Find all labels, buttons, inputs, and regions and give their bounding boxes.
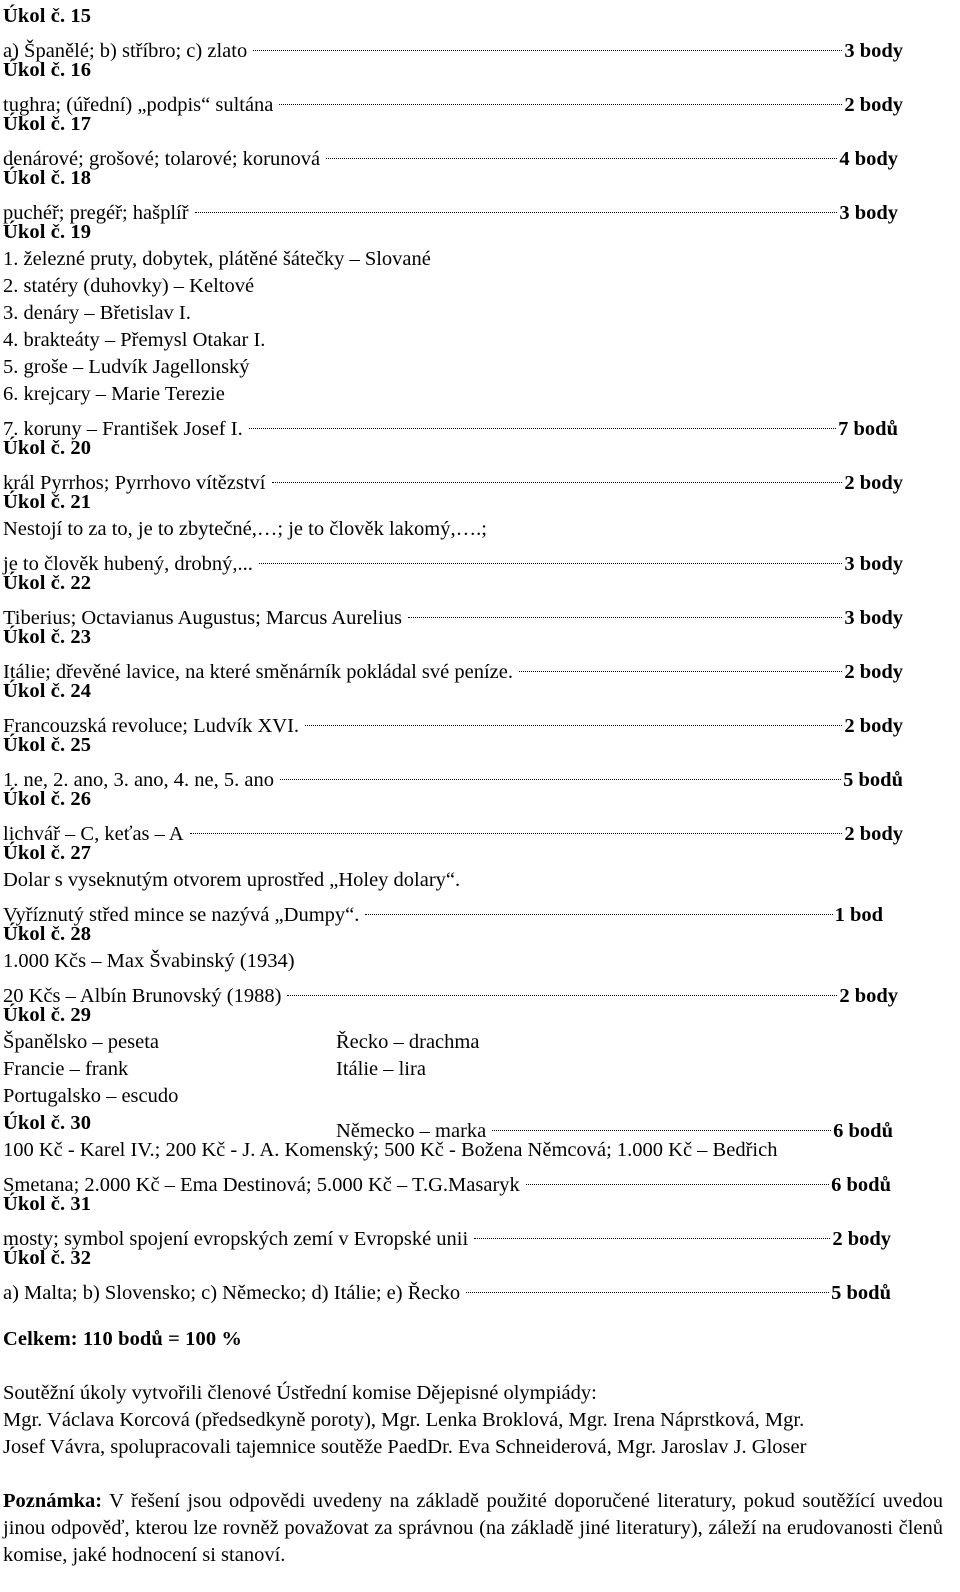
task-answer-28-line-2: 20 Kčs – Albín Brunovský (1988) 2 body	[3, 975, 898, 1002]
task-answer-29-row-2	[3, 1056, 903, 1083]
points: 7 bodů	[838, 418, 898, 440]
task-answer-25: 1. ne, 2. ano, 3. ano, 4. ne, 5. ano 5 bodů	[3, 759, 903, 786]
leader-dots	[326, 138, 837, 165]
task-answer-19-line-7: 7. koruny – František Josef I. 7 bodů	[3, 408, 898, 435]
task-heading-32: Úkol č. 32	[3, 1247, 92, 1269]
points: 2 body	[844, 94, 903, 116]
leader-dots	[190, 813, 843, 840]
task-answer-19-line-3: 3. denáry – Břetislav I.	[3, 302, 191, 324]
task-answer-21-line-1: Nestojí to za to, je to zbytečné,…; je to člověk lakomý,….;	[3, 518, 487, 540]
country-currency-left: Francie – frank	[3, 1058, 129, 1080]
leader-dots	[466, 1272, 829, 1299]
points: 2 body	[844, 715, 903, 737]
leader-dots	[249, 408, 836, 435]
task-answer-24: Francouzská revoluce; Ludvík XVI. 2 body	[3, 705, 903, 732]
task-answer-16: tughra; (úřední) „podpis“ sultána 2 body	[3, 84, 903, 111]
points: 2 body	[832, 1228, 891, 1250]
points: 2 body	[844, 661, 903, 683]
leader-dots	[526, 1164, 829, 1191]
points: 3 body	[839, 202, 898, 224]
task-heading-22: Úkol č. 22	[3, 572, 92, 594]
note-text: V řešení jsou odpovědi uvedeny na základě použité doporučené literatury, pokud soutěžící uvedou jinou odpověď, kterou lze rovněž považovat za správnou (na základě jiné literatury), záleží na erudovanosti členů komise, jaké hodnocení si stanoví.	[3, 1490, 943, 1566]
points: 2 body	[844, 472, 903, 494]
leader-dots	[259, 543, 842, 570]
leader-dots	[408, 597, 842, 624]
task-heading-23: Úkol č. 23	[3, 626, 92, 648]
country-currency-right: Řecko – drachma	[336, 1031, 480, 1053]
leader-dots	[519, 651, 842, 678]
task-answer-18: puchéř; pregéř; hašplíř 3 body	[3, 192, 898, 219]
task-heading-30: Úkol č. 30	[3, 1112, 92, 1134]
task-answer-30-line-2: Smetana; 2.000 Kč – Ema Destinová; 5.000 Kč – T.G.Masaryk 6 bodů	[3, 1164, 891, 1191]
task-heading-26: Úkol č. 26	[3, 788, 92, 810]
task-heading-20: Úkol č. 20	[3, 437, 92, 459]
task-answer-29-row-1	[3, 1029, 903, 1056]
task-heading-17: Úkol č. 17	[3, 113, 92, 135]
task-answer-27-line-1: Dolar s vyseknutým otvorem uprostřed „Holey dolary“.	[3, 869, 461, 891]
points: 3 body	[844, 40, 903, 62]
task-heading-25: Úkol č. 25	[3, 734, 92, 756]
task-answer-23: Itálie; dřevěné lavice, na které směnárník pokládal své peníze. 2 body	[3, 651, 903, 678]
task-answer-32: a) Malta; b) Slovensko; c) Německo; d) Itálie; e) Řecko 5 bodů	[3, 1272, 891, 1299]
task-answer-19-line-5: 5. groše – Ludvík Jagellonský	[3, 356, 250, 378]
leader-dots	[365, 894, 832, 921]
task-answer-19-line-4: 4. brakteáty – Přemysl Otakar I.	[3, 329, 266, 351]
leader-dots	[253, 30, 842, 57]
leader-dots	[474, 1218, 830, 1245]
task-answer-22: Tiberius; Octavianus Augustus; Marcus Aurelius 3 body	[3, 597, 903, 624]
leader-dots	[287, 975, 837, 1002]
credits-line-3: Josef Vávra, spolupracovali tajemnice soutěže PaedDr. Eva Schneiderová, Mgr. Jaroslav J. Gloser	[3, 1436, 807, 1458]
task-answer-27-line-2: Vyříznutý střed mince se nazývá „Dumpy“. 1 bod	[3, 894, 883, 921]
task-heading-31: Úkol č. 31	[3, 1193, 92, 1215]
task-heading-15: Úkol č. 15	[3, 5, 92, 27]
points: 5 bodů	[843, 769, 903, 791]
leader-dots	[272, 462, 843, 489]
points: 2 body	[839, 985, 898, 1007]
task-answer-28-line-1: 1.000 Kčs – Max Švabinský (1934)	[3, 950, 295, 972]
task-answer-19-line-6: 6. krejcary – Marie Terezie	[3, 383, 225, 405]
task-answer-19-line-2: 2. statéry (duhovky) – Keltové	[3, 275, 255, 297]
points: 3 body	[844, 553, 903, 575]
task-answer-21-line-2: je to člověk hubený, drobný,... 3 body	[3, 543, 903, 570]
points: 5 bodů	[831, 1282, 891, 1304]
task-answer-20: král Pyrrhos; Pyrrhovo vítězství 2 body	[3, 462, 903, 489]
note-paragraph	[3, 1488, 943, 1569]
points: 2 body	[844, 823, 903, 845]
task-heading-18: Úkol č. 18	[3, 167, 92, 189]
credits-line-2: Mgr. Václava Korcová (předsedkyně poroty), Mgr. Lenka Broklová, Mgr. Irena Náprstková, Mgr.	[3, 1409, 805, 1431]
note-label: Poznámka:	[3, 1490, 103, 1512]
task-heading-27: Úkol č. 27	[3, 842, 92, 864]
task-heading-16: Úkol č. 16	[3, 59, 92, 81]
leader-dots	[305, 705, 842, 732]
country-currency-right: Itálie – lira	[336, 1058, 426, 1080]
leader-dots	[492, 1110, 831, 1137]
points: 3 body	[844, 607, 903, 629]
points: 6 bodů	[833, 1120, 893, 1142]
task-heading-29: Úkol č. 29	[3, 1004, 92, 1026]
task-answer-31: mosty; symbol spojení evropských zemí v Evropské unii 2 body	[3, 1218, 891, 1245]
task-answer-19-line-1: 1. železné pruty, dobytek, plátěné šátečky – Slované	[3, 248, 431, 270]
country-currency-right-entry: Německo – marka 6 bodů	[336, 1110, 893, 1145]
task-heading-21: Úkol č. 21	[3, 491, 92, 513]
task-heading-19: Úkol č. 19	[3, 221, 92, 243]
credits-line-1: Soutěžní úkoly vytvořili členové Ústřední komise Dějepisné olympiády:	[3, 1382, 597, 1404]
task-heading-24: Úkol č. 24	[3, 680, 92, 702]
task-answer-26: lichvář – C, keťas – A 2 body	[3, 813, 903, 840]
task-answer-17: denárové; grošové; tolarové; korunová 4 body	[3, 138, 898, 165]
country-currency-left: Španělsko – peseta	[3, 1031, 159, 1053]
total-score: Celkem: 110 bodů = 100 %	[3, 1328, 243, 1350]
country-currency-left: Portugalsko – escudo	[3, 1085, 179, 1107]
task-heading-28: Úkol č. 28	[3, 923, 92, 945]
leader-dots	[195, 192, 838, 219]
points: 4 body	[839, 148, 898, 170]
leader-dots	[279, 84, 842, 111]
points: 6 bodů	[831, 1174, 891, 1196]
points: 1 bod	[834, 904, 883, 926]
task-answer-30-line-1: 100 Kč - Karel IV.; 200 Kč - J. A. Komenský; 500 Kč - Božena Němcová; 1.000 Kč – Bedřich	[3, 1139, 778, 1161]
task-answer-15: a) Španělé; b) stříbro; c) zlato 3 body	[3, 30, 903, 57]
leader-dots	[280, 759, 841, 786]
